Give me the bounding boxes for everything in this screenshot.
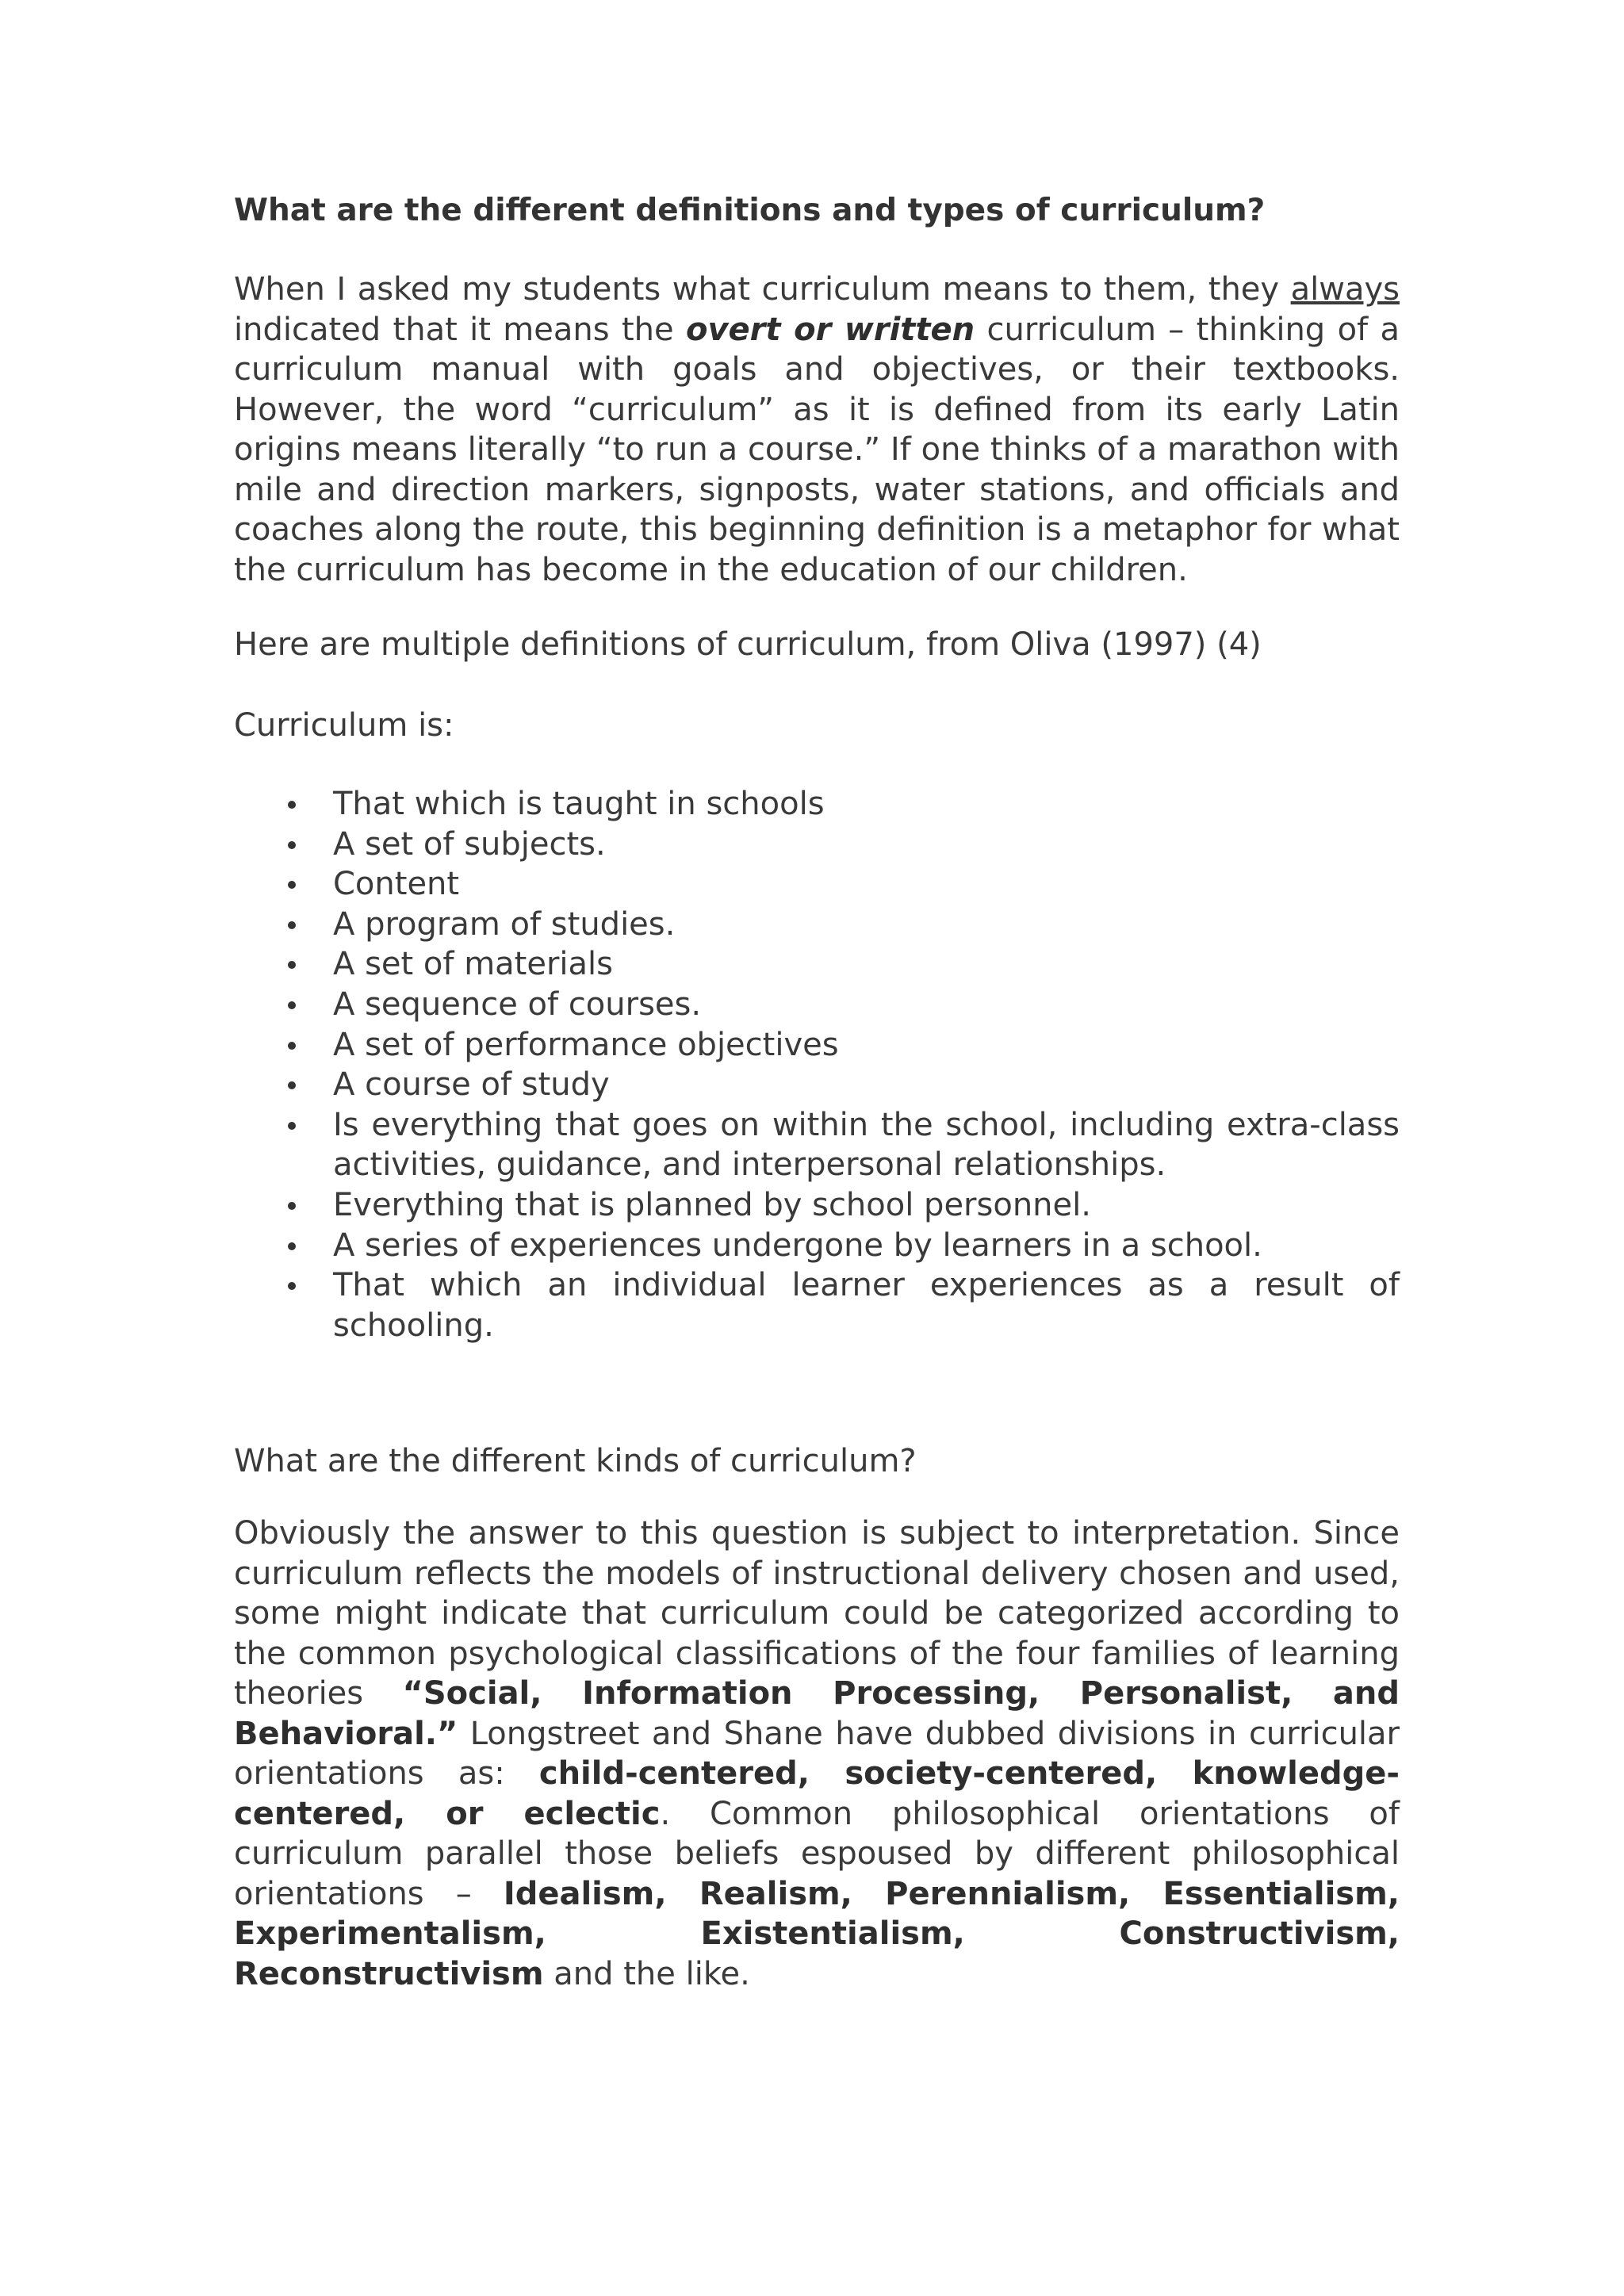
list-item: A sequence of courses.	[234, 985, 1400, 1025]
page-title: What are the different definitions and types of curriculum?	[234, 193, 1266, 228]
list-item: Is everything that goes on within the school, including extra-class activities, guidance, and interpersonal relationships.	[234, 1105, 1400, 1185]
bullet-icon	[288, 1282, 296, 1290]
intro-text-1: When I asked my students what curriculum means to them, they	[234, 271, 1291, 308]
bullet-icon	[288, 1202, 296, 1210]
kinds-paragraph	[234, 1513, 1400, 1994]
document-page	[234, 190, 1400, 1994]
philosophical-orientations: Idealism, Realism, Perennialism, Essentialism, Experimentalism, Existentialism, Constructivism, Reconstructivism	[234, 1875, 1400, 1992]
kinds-text-4: and the like.	[543, 1955, 750, 1992]
bullet-icon	[288, 961, 296, 969]
list-item: A series of experiences undergone by learners in a school.	[234, 1226, 1400, 1266]
kinds-text-3: . Common philosophical orientations of curriculum parallel those beliefs espoused by different philosophical orientations –	[234, 1795, 1400, 1912]
bullet-icon	[288, 921, 296, 929]
list-item: A set of materials	[234, 944, 1400, 985]
bullet-icon	[288, 1122, 296, 1130]
bullet-icon	[288, 801, 296, 809]
curricular-orientations: child-centered, society-centered, knowledge-centered, or eclectic	[234, 1755, 1400, 1832]
bullet-icon	[288, 881, 296, 889]
list-item: A course of study	[234, 1065, 1400, 1105]
list-item: A set of performance objectives	[234, 1025, 1400, 1066]
definitions-source: Here are multiple definitions of curriculum, from Oliva (1997) (4)	[234, 626, 1262, 663]
intro-paragraph	[234, 270, 1400, 590]
kinds-question: What are the different kinds of curriculum?	[234, 1443, 917, 1480]
kinds-text-2: Longstreet and Shane have dubbed divisions in curricular orientations as:	[234, 1715, 1400, 1793]
intro-text-2: indicated that it means the	[234, 311, 686, 348]
intro-underlined-word: always	[1290, 271, 1400, 308]
intro-text-3: curriculum – thinking of a curriculum manual with goals and objectives, or their textbooks. However, the word “curriculum” as it is defined from its early Latin origins means literally “to run a course.” If one thinks of a marathon with mile and direction markers, signposts, water stations, and officials and coaches along the route, this beginning definition is a metaphor for what the curriculum has become in the education of our children.	[234, 311, 1400, 588]
list-item: That which an individual learner experiences as a result of schooling.	[234, 1265, 1400, 1345]
bullet-icon	[288, 1001, 296, 1009]
list-item: A program of studies.	[234, 905, 1400, 945]
learning-theories: “Social, Information Processing, Personalist, and Behavioral.”	[234, 1675, 1400, 1752]
intro-emphasis: overt or written	[685, 311, 975, 348]
kinds-text-1: Obviously the answer to this question is subject to interpretation. Since curriculum reflects the models of instructional delivery chosen and used, some might indicate that curriculum could be categorized according to the common psychological classifications of the four families of learning theories	[234, 1515, 1400, 1712]
bullet-icon	[288, 841, 296, 849]
list-item: Content	[234, 864, 1400, 905]
bullet-icon	[288, 1242, 296, 1250]
bullet-icon	[288, 1081, 296, 1089]
curriculum-is-label: Curriculum is:	[234, 707, 454, 744]
definitions-list	[234, 784, 1400, 1345]
bullet-icon	[288, 1042, 296, 1050]
list-item: Everything that is planned by school personnel.	[234, 1185, 1400, 1226]
list-item: A set of subjects.	[234, 825, 1400, 865]
list-item: That which is taught in schools	[234, 784, 1400, 825]
